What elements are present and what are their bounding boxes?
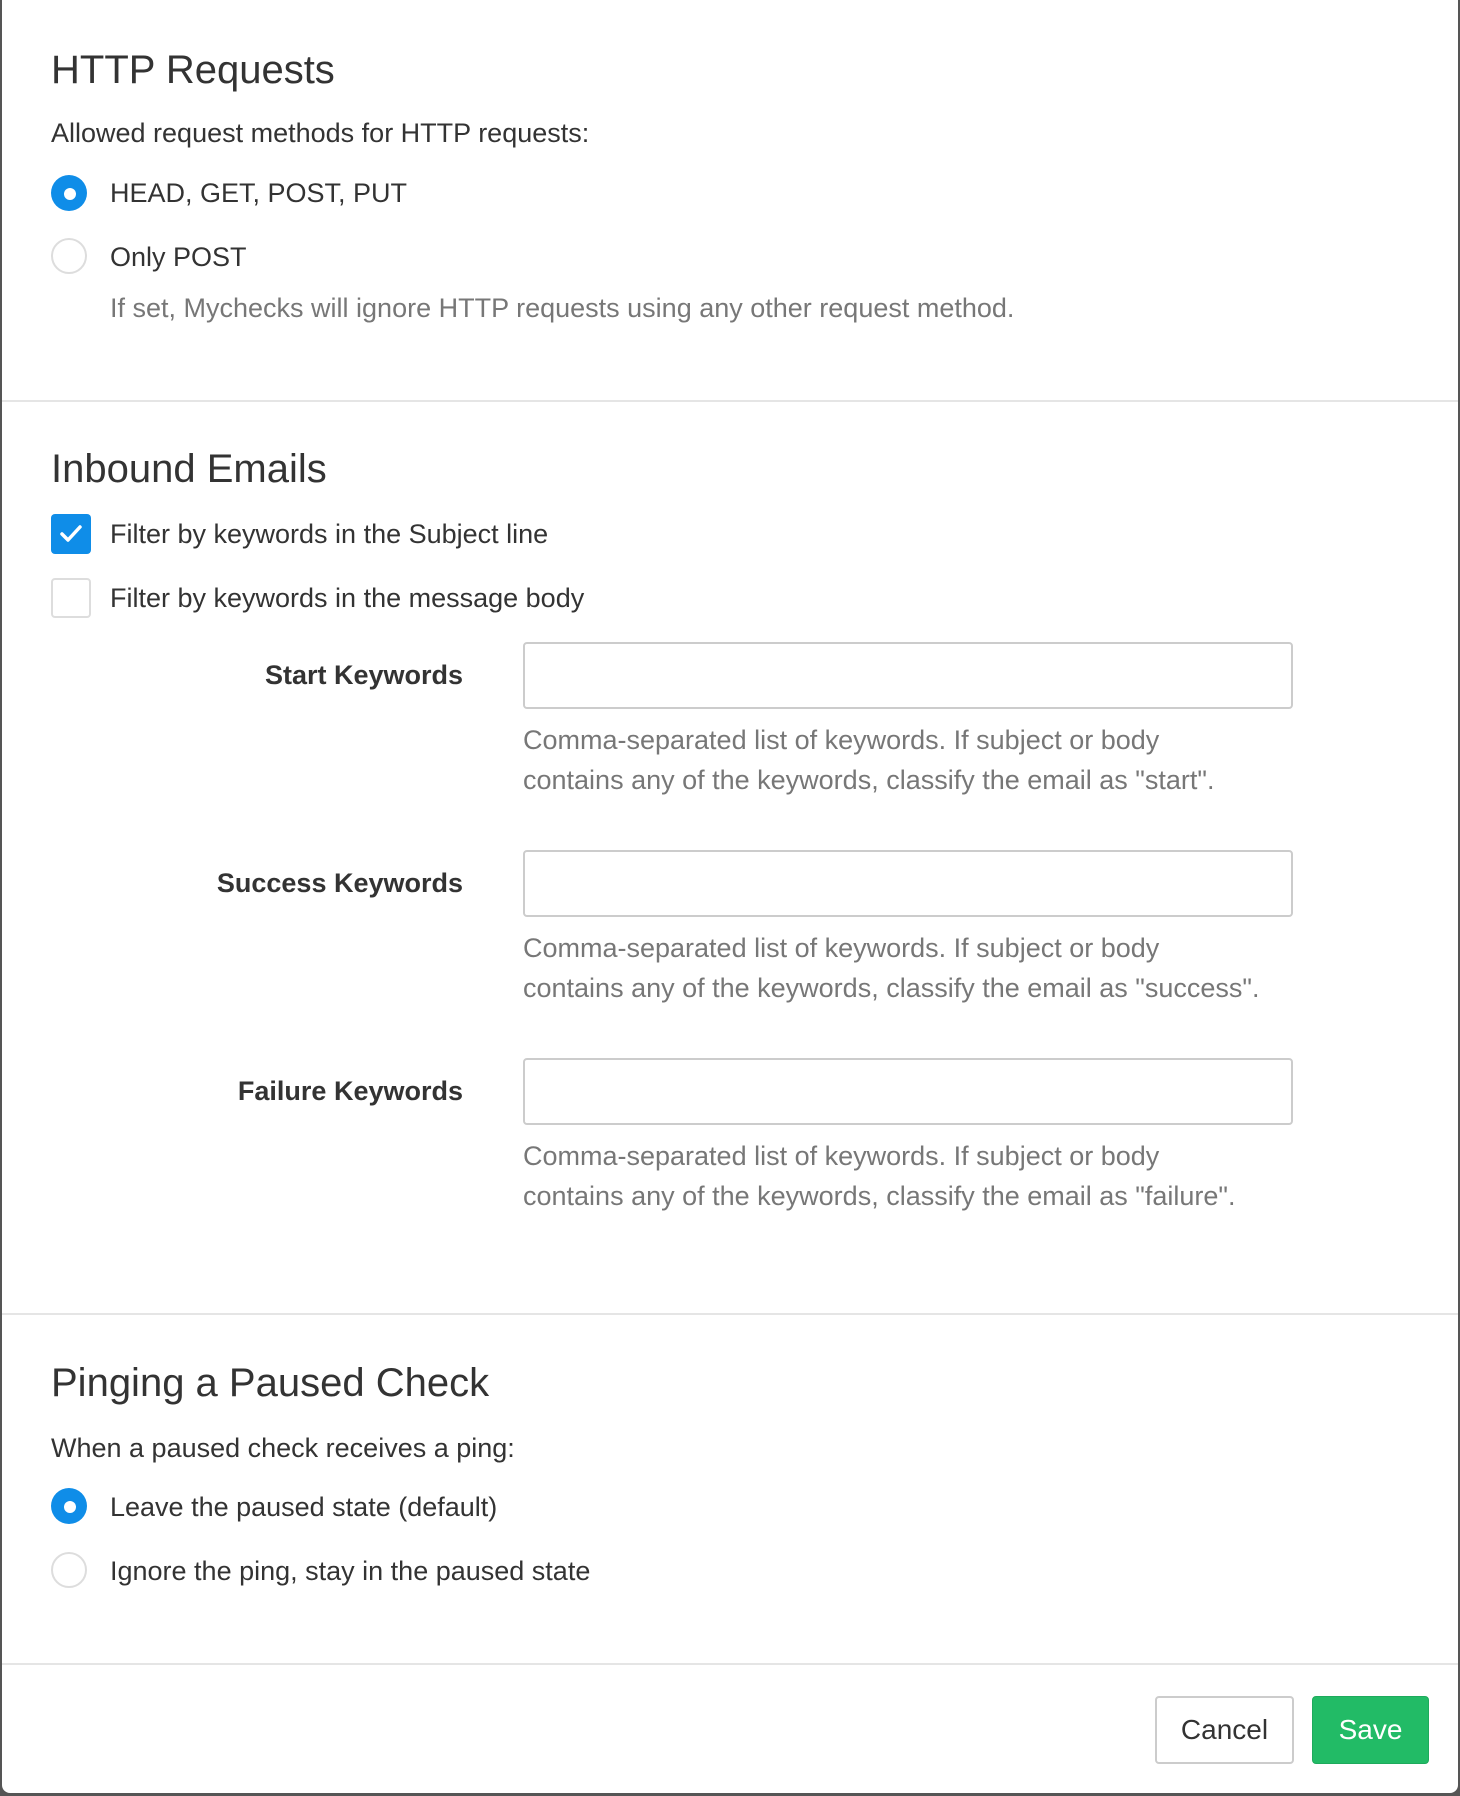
radio-ignore-ping[interactable] bbox=[51, 1552, 87, 1588]
start-keywords-label: Start Keywords bbox=[264, 660, 463, 690]
radio-only-post[interactable] bbox=[51, 238, 87, 274]
http-prompt: Allowed request methods for HTTP requests: bbox=[51, 118, 590, 148]
start-keywords-help bbox=[523, 720, 1323, 800]
failure-keywords-help bbox=[523, 1136, 1323, 1216]
checkbox-body-label[interactable]: Filter by keywords in the message body bbox=[110, 583, 585, 613]
checkbox-subject[interactable] bbox=[51, 514, 91, 554]
http-section-title: HTTP Requests bbox=[51, 48, 335, 92]
paused-section-title: Pinging a Paused Check bbox=[51, 1361, 490, 1405]
divider bbox=[2, 1313, 1458, 1315]
start-keywords-input[interactable] bbox=[523, 642, 1293, 709]
cancel-button[interactable]: Cancel bbox=[1155, 1696, 1294, 1764]
radio-leave-paused[interactable] bbox=[51, 1488, 87, 1524]
radio-all-methods-label[interactable]: HEAD, GET, POST, PUT bbox=[110, 178, 408, 208]
paused-prompt: When a paused check receives a ping: bbox=[51, 1433, 515, 1463]
success-keywords-help bbox=[523, 928, 1323, 1008]
email-section-title: Inbound Emails bbox=[51, 447, 327, 491]
help-line: contains any of the keywords, classify the email as "start". bbox=[523, 765, 1215, 795]
filtering-rules-modal bbox=[2, 0, 1458, 1793]
help-line: contains any of the keywords, classify the email as "failure". bbox=[523, 1181, 1236, 1211]
footer-divider bbox=[2, 1663, 1458, 1665]
success-keywords-label: Success Keywords bbox=[216, 868, 463, 898]
radio-leave-paused-label[interactable]: Leave the paused state (default) bbox=[110, 1492, 498, 1522]
failure-keywords-input[interactable] bbox=[523, 1058, 1293, 1125]
help-line: Comma-separated list of keywords. If subject or body bbox=[523, 933, 1160, 963]
help-line: Comma-separated list of keywords. If subject or body bbox=[523, 725, 1160, 755]
help-line: Comma-separated list of keywords. If subject or body bbox=[523, 1141, 1160, 1171]
http-help: If set, Mychecks will ignore HTTP requests using any other request method. bbox=[110, 293, 1015, 323]
radio-ignore-ping-label[interactable]: Ignore the ping, stay in the paused state bbox=[110, 1556, 591, 1586]
checkbox-body[interactable] bbox=[51, 578, 91, 618]
failure-keywords-label: Failure Keywords bbox=[237, 1076, 463, 1106]
help-line: contains any of the keywords, classify the email as "success". bbox=[523, 973, 1260, 1003]
success-keywords-input[interactable] bbox=[523, 850, 1293, 917]
radio-only-post-label[interactable]: Only POST bbox=[110, 242, 247, 272]
radio-all-methods[interactable] bbox=[51, 175, 87, 211]
divider bbox=[2, 400, 1458, 402]
save-button[interactable]: Save bbox=[1312, 1696, 1429, 1764]
checkbox-subject-label[interactable]: Filter by keywords in the Subject line bbox=[110, 519, 549, 549]
checkmark-icon bbox=[51, 514, 91, 554]
